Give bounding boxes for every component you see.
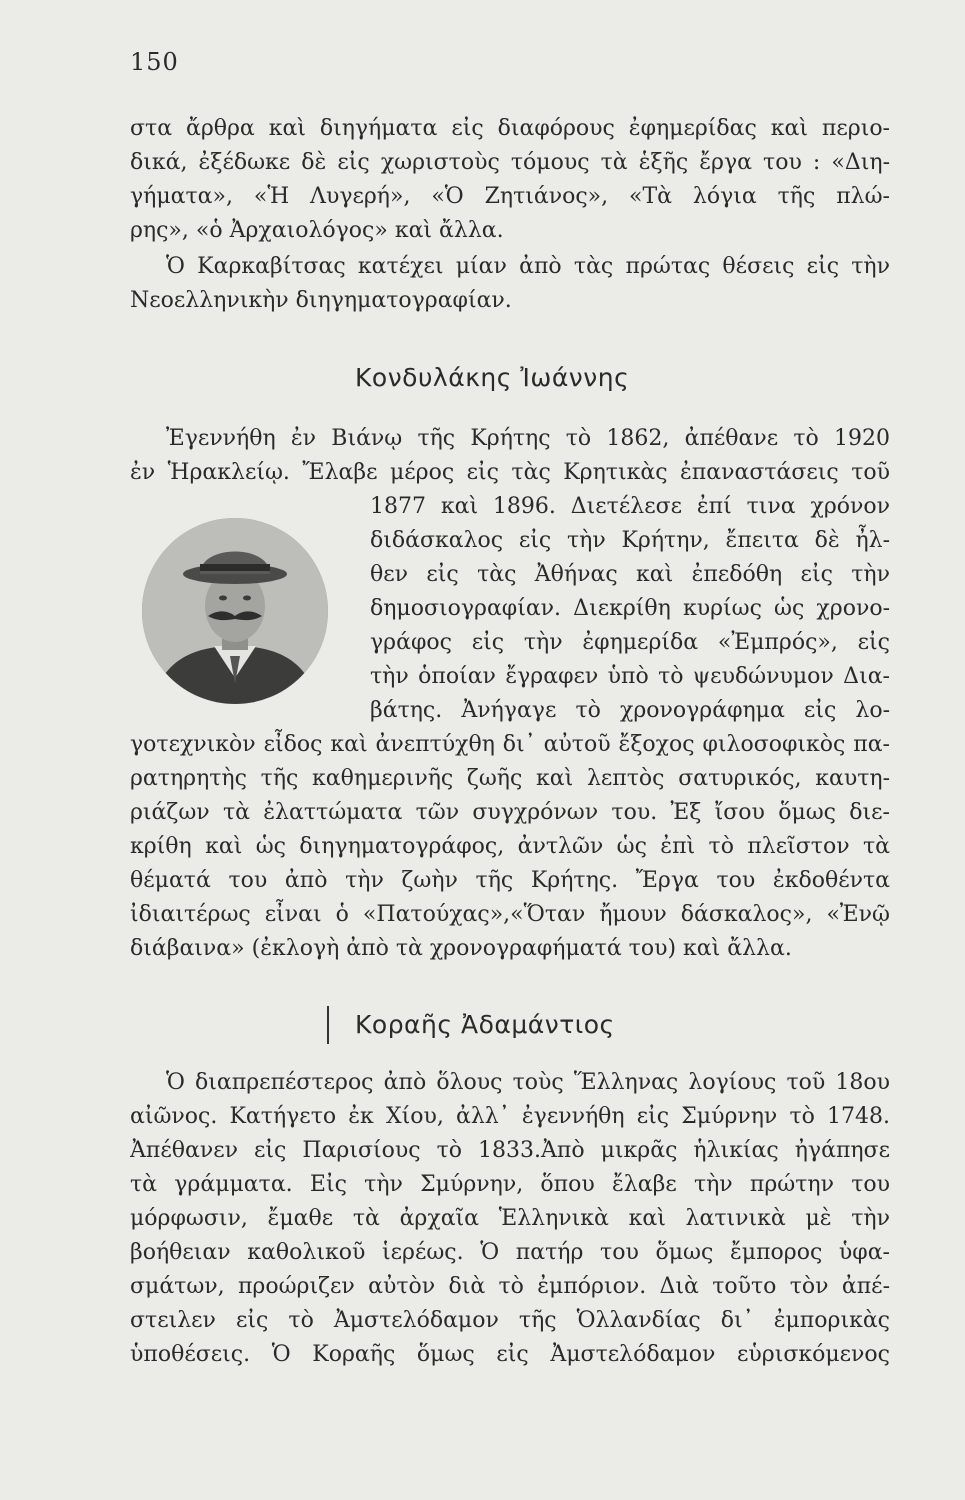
bio-line: ὑποθέσεις. Ὁ Κοραῆς ὅμως εἰς Ἀμστελόδαμον εὑρισκόμενος: [130, 1342, 890, 1367]
bio-line: θέματά του ἀπὸ τὴν ζωὴν τῆς Κρήτης. Ἔργα του ἐκδοθέντα: [130, 868, 890, 893]
section-heading-kondylakis: Κονδυλάκης Ἰωάννης: [355, 363, 630, 392]
bio-line: θεν εἰς τὰς Ἀθήνας καὶ ἐπεδόθη εἰς τὴν: [370, 562, 890, 587]
bio-line: σμάτων, προώριζεν αὐτὸν διὰ τὸ ἐμπόριον. Διὰ τοῦτο τὸν ἀπέ-: [130, 1274, 890, 1299]
bio-line: μόρφωσιν, ἔμαθε τὰ ἀρχαῖα Ἑλληνικὰ καὶ λατινικὰ μὲ τὴν: [130, 1206, 890, 1231]
intro-line: Ὁ Καρκαβίτσας κατέχει μίαν ἀπὸ τὰς πρώτας θέσεις εἰς τὴν: [166, 254, 890, 279]
portrait-kondylakis: [142, 518, 328, 704]
intro-line: στα ἄρθρα καὶ διηγήματα εἰς διαφόρους ἐφημερίδας καὶ περιο-: [130, 116, 890, 141]
bio-line: γοτεχνικὸν εἶδος καὶ ἀνεπτύχθη δι᾽ αὐτοῦ ἔξοχος φιλοσοφικὸς πα-: [130, 732, 890, 757]
intro-line: γήματα», «Ἡ Λυγερή», «Ὁ Ζητιάνος», «Τὰ λόγια τῆς πλώ-: [130, 184, 890, 209]
bio-line: διάβαινα» (ἐκλογὴ ἀπὸ τὰ χρονογραφήματά του) καὶ ἄλλα.: [130, 936, 792, 961]
margin-mark: [327, 1006, 329, 1044]
intro-line: δικά, ἐξέδωκε δὲ εἰς χωριστοὺς τόμους τὰ ἑξῆς ἔργα του : «Διη-: [130, 150, 890, 175]
bio-line: Ἐγεννήθη ἐν Βιάνῳ τῆς Κρήτης τὸ 1862, ἀπέθανε τὸ 1920: [166, 426, 890, 451]
bio-line: ἰδιαιτέρως εἶναι ὁ «Πατούχας»,«Ὅταν ἤμουν δάσκαλος», «Ἐνῷ: [130, 902, 890, 927]
section-heading-korais: Κοραῆς Ἀδαμάντιος: [355, 1010, 615, 1039]
bio-line: ριάζων τὰ ἐλαττώματα τῶν συγχρόνων του. Ἐξ ἴσου ὅμως διε-: [130, 800, 890, 825]
intro-line: ρης», «ὁ Ἀρχαιολόγος» καὶ ἄλλα.: [130, 218, 504, 243]
bio-line: τὴν ὁποίαν ἔγραφεν ὑπὸ τὸ ψευδώνυμον Δια-: [370, 664, 890, 689]
bio-line: στειλεν εἰς τὸ Ἀμστελόδαμον τῆς Ὁλλανδίας δι᾽ ἐμπορικὰς: [130, 1308, 890, 1333]
bio-line: ἐν Ἡρακλείῳ. Ἔλαβε μέρος εἰς τὰς Κρητικὰς ἐπαναστάσεις τοῦ: [130, 460, 890, 485]
bio-line: αἰῶνος. Κατήγετο ἐκ Χίου, ἀλλ᾽ ἐγεννήθη εἰς Σμύρνην τὸ 1748.: [130, 1104, 890, 1129]
bio-line: Ὁ διαπρεπέστερος ἀπὸ ὅλους τοὺς Ἕλληνας λογίους τοῦ 18ου: [166, 1070, 890, 1095]
intro-line: Νεοελληνικὴν διηγηματογραφίαν.: [130, 288, 512, 313]
bio-line: διδάσκαλος εἰς τὴν Κρήτην, ἔπειτα δὲ ἦλ-: [370, 528, 890, 553]
bio-line: βάτης. Ἀνήγαγε τὸ χρονογράφημα εἰς λο-: [370, 698, 890, 723]
bio-line: κρίθη καὶ ὡς διηγηματογράφος, ἀντλῶν ὡς ἐπὶ τὸ πλεῖστον τὰ: [130, 834, 890, 859]
bio-line: γράφος εἰς τὴν ἐφημερίδα «Ἐμπρός», εἰς: [370, 630, 890, 655]
bio-line: δημοσιογραφίαν. Διεκρίθη κυρίως ὡς χρονο-: [370, 596, 890, 621]
bio-line: ρατηρητὴς τῆς καθημερινῆς ζωῆς καὶ λεπτὸς σατυρικός, καυτη-: [130, 766, 890, 791]
page-number: 150: [130, 48, 179, 76]
portrait-drawing: [142, 518, 328, 704]
bio-line: τὰ γράμματα. Εἰς τὴν Σμύρνην, ὅπου ἔλαβε τὴν πρώτην του: [130, 1172, 890, 1197]
bio-line: βοήθειαν καθολικοῦ ἱερέως. Ὁ πατήρ του ὅμως ἔμπορος ὑφα-: [130, 1240, 890, 1265]
bio-line: 1877 καὶ 1896. Διετέλεσε ἐπί τινα χρόνον: [370, 494, 890, 519]
bio-line: Ἀπέθανεν εἰς Παρισίους τὸ 1833.Ἀπὸ μικρᾶς ἡλικίας ἠγάπησε: [130, 1138, 890, 1163]
